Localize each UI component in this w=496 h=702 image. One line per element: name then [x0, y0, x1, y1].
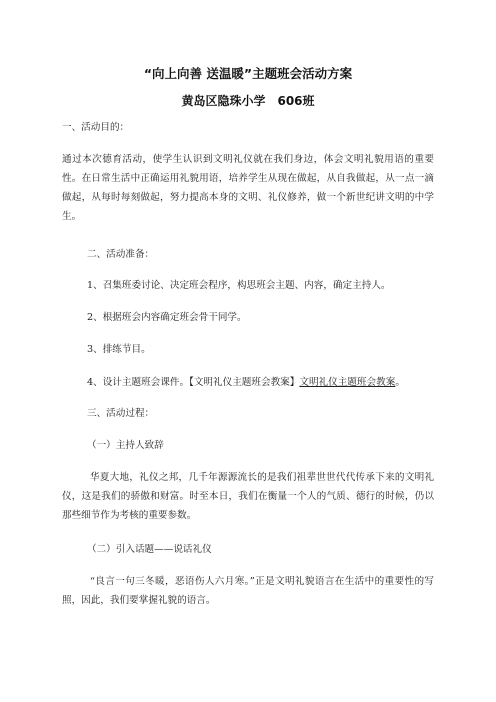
- lesson-plan-link[interactable]: 文明礼仪主题班会教案: [299, 377, 396, 388]
- section-1-body: 通过本次德育活动，使学生认识到文明礼仪就在我们身边，体会文明礼貌用语的重要性。在日常生活中正确运用礼貌用语，培养学生从现在做起，从自我做起，从一点一滴做起，从每时每刻做起，努力提高本身的文明、礼仪修养，做一个新世纪讲文明的中学生。: [62, 154, 434, 222]
- section-2-item-1: 1、召集班委讨论、决定班会程序，构思班会主题、内容，确定主持人。: [87, 280, 391, 291]
- section-2-item-3: 3、排练节目。: [87, 344, 151, 355]
- section-3-sub-2-body: “良言一句三冬暖，恶语伤人六月寒。”正是文明礼貌语言在生活中的重要性的写照，因此，我们要掌握礼貌的语言。: [62, 576, 434, 606]
- section-1-heading: 一、活动目的：: [62, 122, 130, 133]
- section-2-item-4-end: 。: [395, 377, 405, 388]
- section-3-sub-1-body: 华夏大地，礼仪之邦，几千年源源流长的是我们祖辈世世代代传承下来的文明礼仪，这是我们的骄傲和财富。时至本日，我们在衡量一个人的气质、德行的时候，仍以那些细节作为考核的重要参数。: [62, 472, 434, 521]
- section-2-item-4-text: 4、设计主题班会课件。【文明礼仪主题班会教案】: [87, 377, 300, 388]
- section-3-sub-1: （一）主持人致辞: [87, 440, 164, 451]
- section-2-item-2: 2、根据班会内容确定班会骨干同学。: [87, 312, 247, 323]
- section-2-item-4: [87, 373, 434, 392]
- section-3-sub-2: （二）引入话题——说话礼仪: [87, 544, 212, 555]
- document-title: “向上向善 送温暖”主题班会活动方案: [143, 66, 353, 81]
- section-3-heading: 三、活动过程：: [87, 408, 155, 419]
- section-2-heading: 二、活动准备：: [87, 249, 155, 260]
- document-subtitle: 黄岛区隐珠小学 606班: [181, 94, 315, 108]
